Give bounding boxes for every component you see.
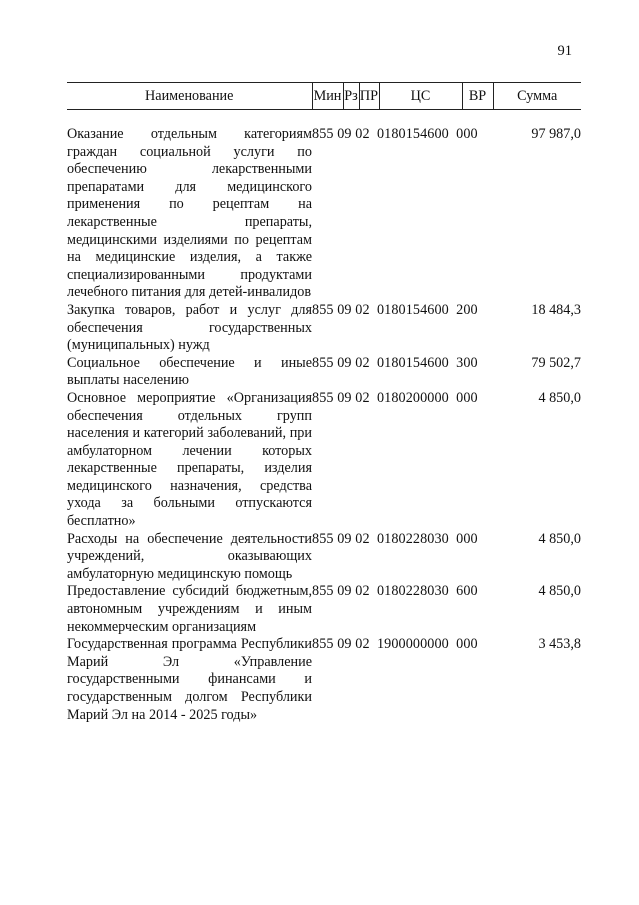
header-sum: Сумма [493,83,581,110]
page-number: 91 [557,43,572,59]
row-name: Расходы на обеспечение деятельности учреждений, оказывающих амбулаторную медицинскую помощь [67,530,312,582]
budget-table [67,82,581,724]
header-pr: ПР [359,83,379,110]
row-name: Предоставление субсидий бюджетным, автономным учреждениям и иным некоммерческим организациям [67,583,312,635]
table-row [67,355,581,390]
table-row [67,302,581,355]
row-name: Основное мероприятие «Организация обеспечения отдельных групп населения и категорий заболеваний, при амбулаторном лечении которых лекарственные препараты, изделия медицинского назначения, средства ухода за больными отпускаются бесплатно» [67,389,312,530]
row-code: 855 09 02 0180154600 200 [312,301,478,318]
table-row [67,126,581,302]
table-header-row [67,83,581,110]
row-sum: 79 502,7 [531,354,581,371]
row-sum: 4 850,0 [538,530,581,547]
row-sum: 4 850,0 [538,389,581,406]
header-min: Мин [312,83,343,110]
row-sum: 3 453,8 [538,636,581,653]
row-sum: 18 484,3 [531,301,581,318]
row-code: 855 09 02 0180154600 000 [312,126,478,142]
header-rz: Рз [343,83,359,110]
row-code: 855 09 02 0180228030 600 [312,583,478,600]
row-name: Закупка товаров, работ и услуг для обеспечения государственных (муниципальных) нужд [67,301,312,354]
table-row [67,390,581,531]
row-code: 855 09 02 1900000000 000 [312,636,478,653]
row-name: Оказание отдельным категориям граждан социальной услуги по обеспечению лекарственными препаратами для медицинского применения по рецептам на лекарственные препараты, медицинскими изделиями по рецептам на медицинские изделия, а также специализированными продуктами лечебного питания для детей-инвалидов [67,126,312,301]
header-name: Наименование [67,83,312,110]
row-sum: 97 987,0 [531,126,581,142]
header-cs: ЦС [379,83,462,110]
header-vr: ВР [462,83,493,110]
table-row [67,531,581,584]
row-name: Социальное обеспечение и иные выплаты населению [67,354,312,389]
table-row [67,636,581,724]
row-code: 855 09 02 0180154600 300 [312,354,478,371]
header-spacer [67,110,581,127]
row-code: 855 09 02 0180228030 000 [312,530,478,547]
table-row [67,583,581,636]
row-name: Государственная программа Республики Марий Эл «Управление государственными финансами и государственным долгом Республики Марий Эл на 2014 - 2025 годы» [67,636,312,723]
row-code: 855 09 02 0180200000 000 [312,389,478,406]
row-sum: 4 850,0 [538,583,581,600]
